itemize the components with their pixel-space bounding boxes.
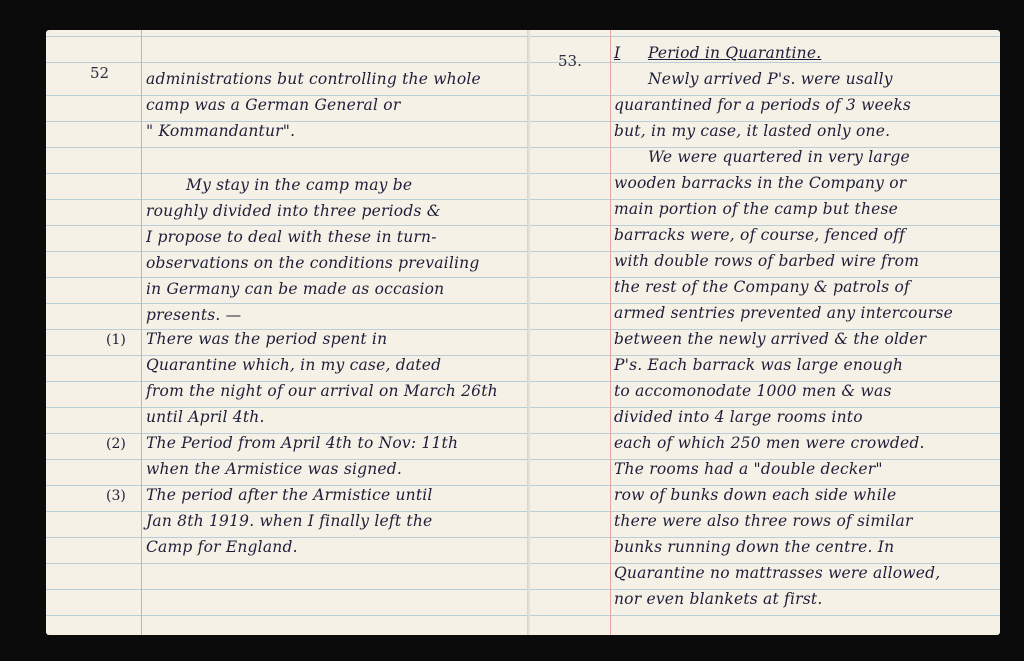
right-line-14: divided into 4 large rooms into [614,408,863,426]
right-line-17: row of bunks down each side while [614,486,897,504]
right-margin-line [610,30,611,635]
right-line-2: quarantined for a periods of 3 weeks [614,96,912,114]
left-line-3: " Kommandantur". [146,122,296,140]
right-page [530,30,1000,635]
left-line-8: in Germany can be made as occasion [146,280,445,298]
list-marker-1: (1) [106,332,126,348]
left-line-17: Jan 8th 1919. when I finally left the [146,512,433,530]
left-line-10: There was the period spent in [146,330,388,348]
page-number-right: 53. [558,52,582,70]
left-line-16: The period after the Armistice until [146,486,433,504]
right-line-12: P's. Each barrack was large enough [614,356,904,374]
left-line-7: observations on the conditions prevailing [146,254,480,272]
left-page [46,30,530,635]
right-line-4: We were quartered in very large [648,148,910,166]
section-numeral: I [614,44,621,62]
section-heading: Period in Quarantine. [648,44,822,62]
left-line-13: until April 4th. [146,408,265,426]
left-line-14: The Period from April 4th to Nov: 11th [146,434,459,452]
right-line-21: nor even blankets at first. [614,590,823,608]
list-marker-2: (2) [106,436,126,452]
left-line-11: Quarantine which, in my case, dated [146,356,442,374]
right-line-10: armed sentries prevented any intercourse [614,304,953,322]
left-line-1: administrations but controlling the whole [146,70,481,88]
right-line-5: wooden barracks in the Company or [614,174,907,192]
left-line-6: I propose to deal with these in turn- [146,228,437,246]
right-line-9: the rest of the Company & patrols of [614,278,910,296]
left-line-18: Camp for England. [146,538,298,556]
left-line-4: My stay in the camp may be [186,176,413,194]
right-line-18: there were also three rows of similar [614,512,913,530]
right-line-6: main portion of the camp but these [614,200,899,218]
right-line-8: with double rows of barbed wire from [614,252,920,270]
left-line-2: camp was a German General or [146,96,401,114]
right-line-16: The rooms had a "double decker" [614,460,883,478]
left-line-9: presents. — [146,306,242,324]
page-number-left: 52 [90,64,110,82]
left-line-15: when the Armistice was signed. [146,460,403,478]
right-line-19: bunks running down the centre. In [614,538,895,556]
right-line-20: Quarantine no mattrasses were allowed, [614,564,941,582]
right-line-13: to accomonodate 1000 men & was [614,382,892,400]
left-line-12: from the night of our arrival on March 26th [146,382,498,400]
right-line-1: Newly arrived P's. were usally [648,70,893,88]
left-line-5: roughly divided into three periods & [146,202,441,220]
list-marker-3: (3) [106,488,126,504]
right-line-3: but, in my case, it lasted only one. [614,122,891,140]
right-line-11: between the newly arrived & the older [614,330,927,348]
left-margin-line [141,30,142,635]
right-line-7: barracks were, of course, fenced off [614,226,906,244]
right-line-15: each of which 250 men were crowded. [614,434,925,452]
